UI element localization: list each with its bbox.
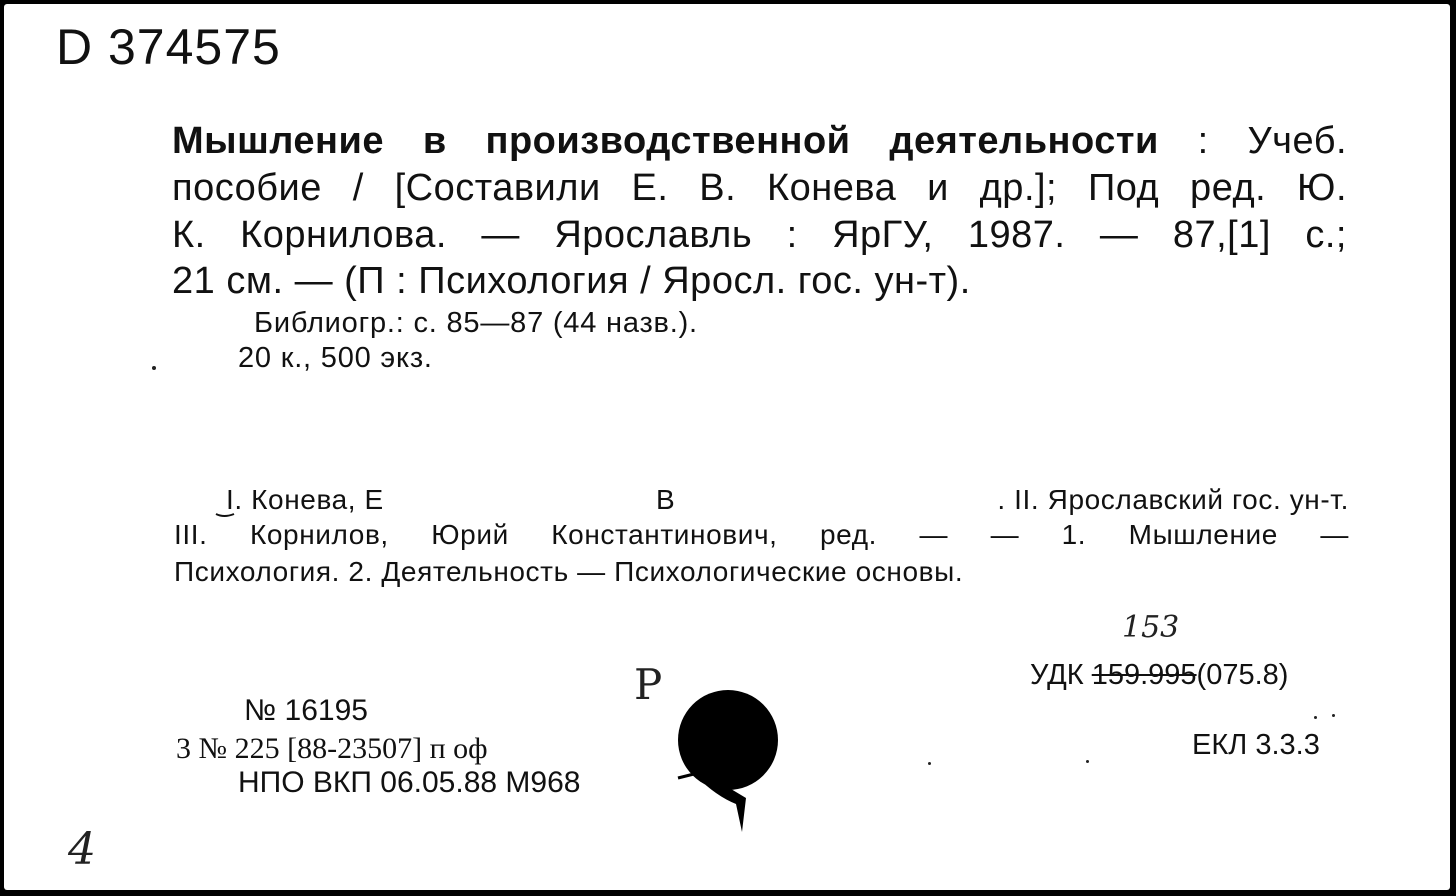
- record-line-3: К. Корнилова. — Ярославль : ЯрГУ, 1987. — 87,[1] с.;: [172, 214, 1347, 256]
- card-number: № 16195: [244, 694, 368, 727]
- printer-info: НПО ВКП 06.05.88 М968: [238, 766, 581, 799]
- tracing-initial: В: [656, 484, 676, 515]
- udk-prefix: УДК: [1030, 659, 1092, 691]
- tracing-line-3: Психология. 2. Деятельность — Психологические основы.: [174, 556, 964, 587]
- speck: [1314, 716, 1317, 719]
- udk-old-code: 159.995: [1091, 659, 1197, 691]
- speck: [928, 762, 931, 765]
- call-number: D 374575: [56, 19, 281, 75]
- bibliography-note: Библиогр.: с. 85—87 (44 назв.).: [254, 307, 698, 339]
- udk-handwritten: 153: [1122, 610, 1180, 645]
- record-line-4: 21 см. — (П : Психология / Яросл. гос. ун-т).: [172, 260, 971, 302]
- ink-blot: [676, 686, 786, 836]
- corner-digit: 4: [68, 824, 96, 875]
- record-line-2: пособие / [Составили Е. В. Конева и др.]; Под ред. Ю.: [172, 167, 1347, 209]
- ekl-code: ЕКЛ 3.3.3: [1192, 729, 1320, 761]
- record-line-1: [172, 120, 1347, 163]
- order-number: 3 № 225 [88-23507] п оф: [176, 732, 488, 765]
- speck: [1086, 760, 1089, 763]
- udk-line: [1030, 659, 1288, 692]
- speck: [152, 366, 156, 370]
- handwritten-mark: Р: [634, 660, 663, 709]
- tracing-institution: . II. Ярославский гос. ун-т.: [997, 484, 1349, 515]
- udk-suffix: (075.8): [1196, 659, 1289, 691]
- tracing-author: I. Конева, Е: [226, 484, 384, 515]
- tracing-line-2: III. Корнилов, Юрий Константинович, ред. — — 1. Мышление —: [174, 519, 1349, 550]
- underline-mark: [214, 504, 254, 520]
- record-title-rest: : Учеб.: [1158, 120, 1348, 162]
- catalog-card: [4, 4, 1450, 890]
- price-print-run: 20 к., 500 экз.: [238, 342, 433, 374]
- record-title: Мышление в производственной деятельности: [172, 120, 1159, 162]
- speck: [1332, 714, 1335, 717]
